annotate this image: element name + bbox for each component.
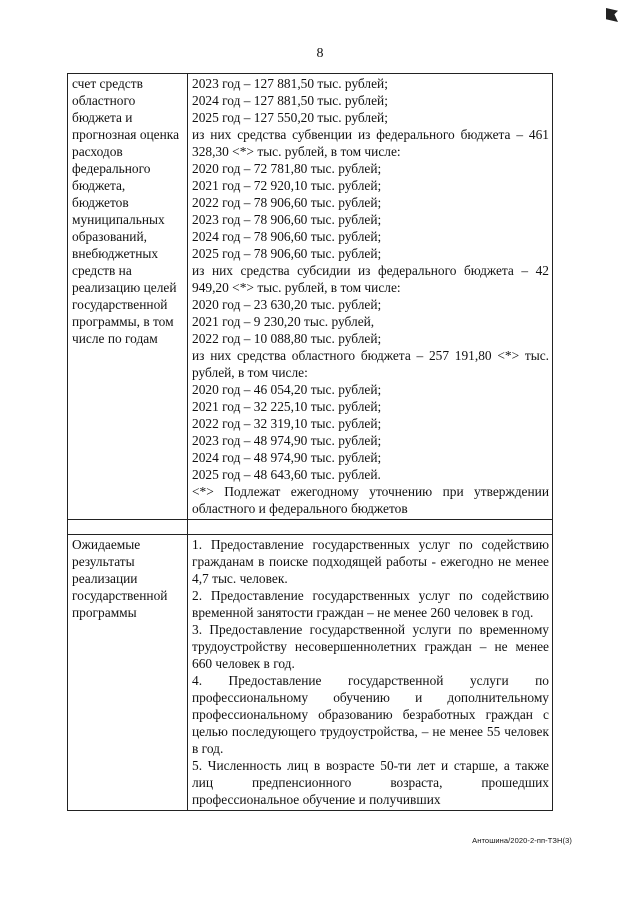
total-line-2025: 2025 год – 127 550,20 тыс. рублей; [192, 110, 388, 125]
subvention-line: 2023 год – 78 906,60 тыс. рублей; [192, 212, 382, 227]
document-footer-code: Антошина/2020-2-пп-ТЗН(3) [472, 836, 572, 845]
program-passport-table [67, 73, 553, 811]
subsidy-line: 2020 год – 23 630,20 тыс. рублей; [192, 297, 382, 312]
financing-content [188, 74, 553, 520]
regional-line: 2023 год – 48 974,90 тыс. рублей; [192, 433, 382, 448]
regional-line: 2020 год – 46 054,20 тыс. рублей; [192, 382, 382, 397]
spacer-cell [188, 520, 553, 535]
regional-line: 2024 год – 48 974,90 тыс. рублей; [192, 450, 382, 465]
result-item-5: 5. Численность лиц в возрасте 50-ти лет и старше, а также лиц предпенсионного возраста, прошедших профессиональное обучение и получивших [192, 758, 549, 807]
result-item-2: 2. Предоставление государственных услуг по содействию временной занятости граждан – не менее 260 человек в год. [192, 588, 549, 620]
results-label: Ожидаемые результаты реализации государственной программы [68, 535, 188, 811]
total-line-2024: 2024 год – 127 881,50 тыс. рублей; [192, 93, 388, 108]
page-number: 8 [316, 46, 324, 61]
result-item-1: 1. Предоставление государственных услуг по содействию гражданам в поиске подходящей работы - ежегодно не менее 4,7 тыс. человек. [192, 537, 549, 586]
subsidy-line: 2022 год – 10 088,80 тыс. рублей; [192, 331, 382, 346]
regional-intro: из них средства областного бюджета – 257 191,80 <*> тыс. рублей, в том числе: [192, 348, 549, 380]
total-line-2023: 2023 год – 127 881,50 тыс. рублей; [192, 76, 388, 91]
regional-line: 2022 год – 32 319,10 тыс. рублей; [192, 416, 382, 431]
results-content [188, 535, 553, 811]
footnote-note: <*> Подлежат ежегодному уточнению при утверждении областного и федерального бюджетов [192, 484, 549, 516]
subvention-line: 2021 год – 72 920,10 тыс. рублей; [192, 178, 382, 193]
spacer-row [68, 520, 553, 535]
regional-line: 2021 год – 32 225,10 тыс. рублей; [192, 399, 382, 414]
results-row [68, 535, 553, 811]
subvention-line: 2020 год – 72 781,80 тыс. рублей; [192, 161, 382, 176]
subvention-intro: из них средства субвенции из федерального бюджета – 461 328,30 <*> тыс. рублей, в том числе: [192, 127, 549, 159]
regional-line: 2025 год – 48 643,60 тыс. рублей. [192, 467, 381, 482]
subvention-line: 2024 год – 78 906,60 тыс. рублей; [192, 229, 382, 244]
result-item-4: 4. Предоставление государственной услуги по профессиональному обучению и дополнительному профессиональному образованию безработных граждан с целью последующего трудоустройства, – не менее 55 человек в год. [192, 673, 549, 756]
financing-label: счет средств областного бюджета и прогнозная оценка расходов федерального бюджета, бюджетов муниципальных образований, внебюджетных средств на реализацию целей государственной программы, в том числе по годам [68, 74, 188, 520]
spacer-cell [68, 520, 188, 535]
subvention-line: 2025 год – 78 906,60 тыс. рублей; [192, 246, 382, 261]
result-item-3: 3. Предоставление государственной услуги по временному трудоустройству несовершеннолетних граждан – не менее 660 человек в год. [192, 622, 549, 671]
financing-row [68, 74, 553, 520]
subsidy-intro: из них средства субсидии из федерального бюджета – 42 949,20 <*> тыс. рублей, в том числе: [192, 263, 549, 295]
subvention-line: 2022 год – 78 906,60 тыс. рублей; [192, 195, 382, 210]
scan-corner-mark [606, 8, 618, 22]
subsidy-line: 2021 год – 9 230,20 тыс. рублей, [192, 314, 375, 329]
